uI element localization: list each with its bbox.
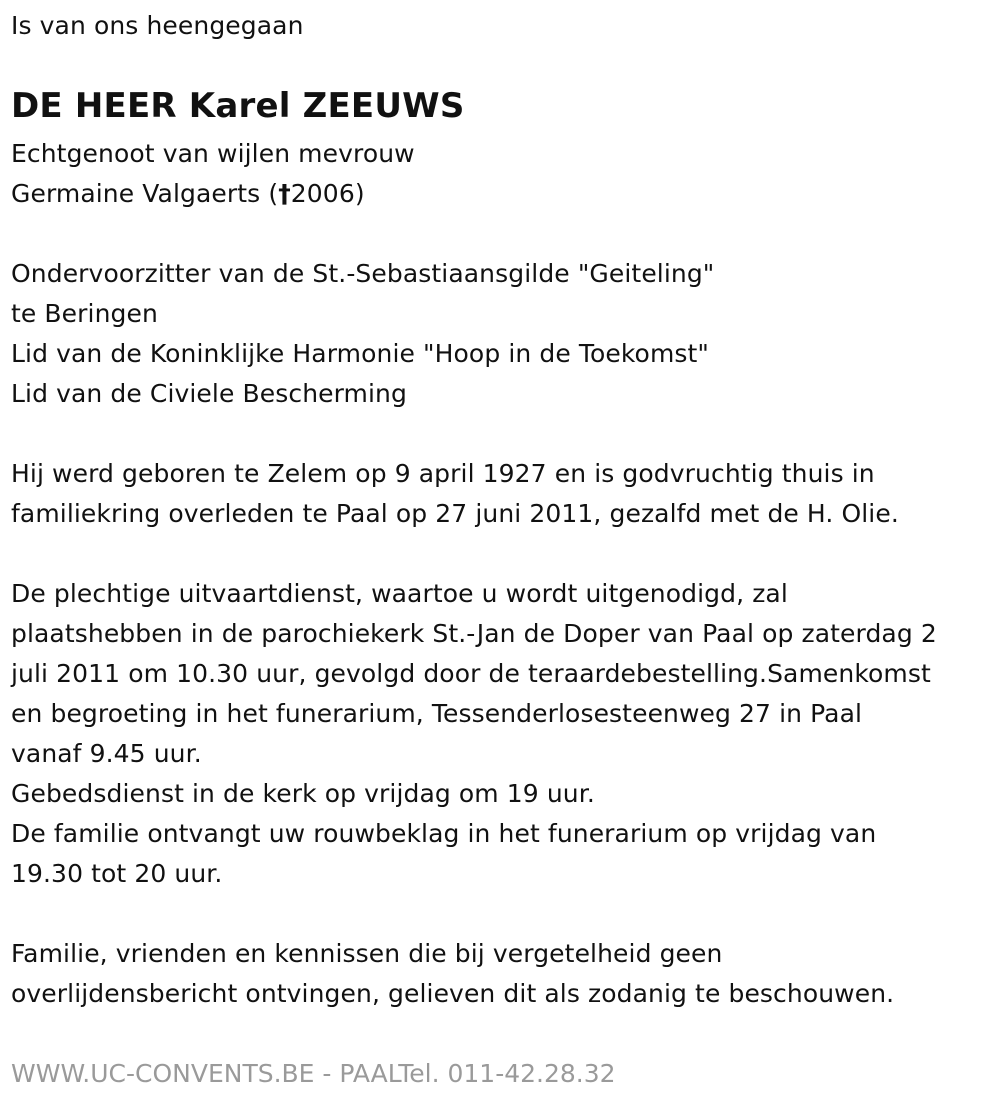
- role-line: te Beringen: [11, 299, 158, 328]
- funeral-line: 19.30 tot 20 uur.: [11, 859, 223, 888]
- birth-death-line: Hij werd geboren te Zelem op 9 april 1927 en is godvruchtig thuis in: [11, 459, 875, 488]
- intro-text: Is van ons heengegaan: [11, 11, 304, 40]
- funeral-line: De familie ontvangt uw rouwbeklag in het funerarium op vrijdag van: [11, 819, 877, 848]
- closing-line: Familie, vrienden en kennissen die bij vergetelheid geen: [11, 939, 723, 968]
- funeral-line: juli 2011 om 10.30 uur, gevolgd door de teraardebestelling.Samenkomst: [11, 659, 931, 688]
- role-line: Lid van de Koninklijke Harmonie "Hoop in de Toekomst": [11, 339, 710, 368]
- funeral-line: en begroeting in het funerarium, Tessenderlosesteenweg 27 in Paal: [11, 699, 863, 728]
- funeral-line: Gebedsdienst in de kerk op vrijdag om 19 uur.: [11, 779, 595, 808]
- cross-icon: †: [278, 179, 291, 208]
- footer-source: WWW.UC-CONVENTS.BE - PAALTel. 011-42.28.32: [11, 1059, 616, 1088]
- funeral-line: vanaf 9.45 uur.: [11, 739, 202, 768]
- role-line: Lid van de Civiele Bescherming: [11, 379, 407, 408]
- deceased-name: DE HEER Karel ZEEUWS: [11, 86, 465, 126]
- spouse-line-2: [11, 174, 365, 214]
- birth-death-line: familiekring overleden te Paal op 27 juni 2011, gezalfd met de H. Olie.: [11, 499, 899, 528]
- role-line: Ondervoorzitter van de St.-Sebastiaansgilde "Geiteling": [11, 259, 715, 288]
- spouse-line-1: Echtgenoot van wijlen mevrouw: [11, 139, 415, 168]
- spouse-name: Germaine Valgaerts (: [11, 179, 279, 208]
- funeral-line: De plechtige uitvaartdienst, waartoe u wordt uitgenodigd, zal: [11, 579, 788, 608]
- funeral-line: plaatshebben in de parochiekerk St.-Jan de Doper van Paal op zaterdag 2: [11, 619, 937, 648]
- spouse-death-year: 2006): [290, 179, 365, 208]
- closing-line: overlijdensbericht ontvingen, gelieven dit als zodanig te beschouwen.: [11, 979, 895, 1008]
